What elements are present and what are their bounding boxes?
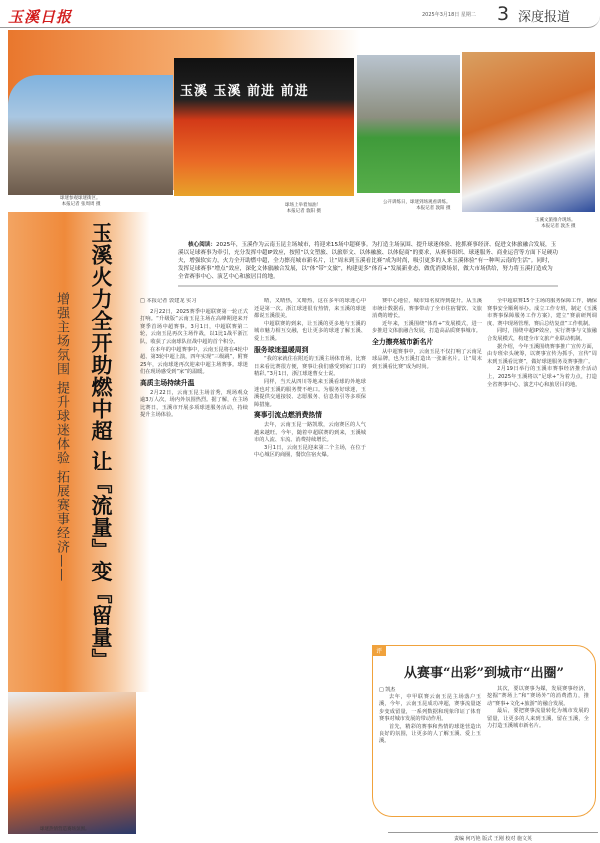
photo-fan-street (8, 75, 173, 195)
commentary-author: □ 凯杰 (379, 687, 396, 693)
article-column-3: 赛中心地位，城市知名度得到提升。从玉溪市统计数据看，赛事带动了全市住宿餐饮、文旅消费的增长。 近年来，玉溪围绕“体育+”发展模式，进一步推进文体旅融合发展，打造高品质赛事城市。 全力擦亮城市新名片 从中超赛事中，云南玉昆不仅打响了云南足球品牌，也为玉溪打造出一张新名片。让“周末到玉溪看比赛”成为时尚。 (372, 298, 482, 370)
photo-caption: 球迷参观球迷街区。 本报记者 张周周 摄 (60, 196, 101, 207)
core-reading: 核心阅读：2025年，玉溪作为云南玉昆主场城市，将迎来15场中超赛事。为打造主场氛围、提升球迷体验、抢抓赛事经济、促进文体旅融合发展，玉溪以足球赛事为牵引，充分发挥中超IP效应，按照“以文塑旅、以旅彰文、以体融旅、以体促商”的要求，从赛事组织、球迷服务、商业运营等方面下足硬功夫，增强软实力，火力全开助燃中超，全力擦亮城市新名片，让“周末到玉溪看比赛”成为时尚，吸引更多的人来玉溪体验“有一种叫云南的生活”。同时，发挥足球赛事“增点”效应，深化文体旅融合发展，以“体”带“文旅”，构建更多“体育+”发展新业态，做优消费场景，做大市场供给，努力将玉溪打造成为全省赛事中心、演艺中心和旅居目的地。 (178, 241, 558, 287)
photo-fans-mascot (8, 692, 136, 834)
stadium-sign: 玉溪 玉溪 前进 前进 (180, 84, 309, 99)
photo-tourism-booth (462, 52, 595, 212)
article-column-2: 晴，又晴热，又晴热，这在多年的球迷心中还是第一次。浙江球迷很有热情，来玉溪的球迷都说玉溪很美。 中超联赛的到来，让玉溪的更多地与玉溪的城市魅力相互交融，也让更多的球迷了解玉溪、爱上玉溪。 服务球迷温暖周到 “我的家就住在附近的玉溪主场体育场，比赛日来看比赛很方便，赛事让我们感受到家门口的精彩。”3月1日，浙江球迷曹女士说。 同样，当天从四川等地来玉溪看球的外地球迷也对玉溪的服务赞不绝口。为服务好球迷，玉溪提供交通接驳、志愿服务、信息指引等多项保障措施。 赛事引流点燃消费热情 去年，云南玉昆一路凯歌，云南赛区的人气越来越旺。今年，随着中超联赛的到来，玉溪城市的人流、车流、消费持续增长。 3月1日，云南玉昆迎来第二个主场，在位于中心城区的商圈，餐饮住宿火爆。 (254, 298, 366, 459)
commentary-tag: 评 (372, 645, 386, 656)
newspaper-logo: 玉溪日报 (8, 8, 73, 26)
sub-headline: 增强主场氛围 提升球迷体验 拓展赛事经济—— (54, 292, 69, 583)
photo-caption: 公开训练日，球迷到场观看训练。 本报记者 敦阳 摄 (383, 200, 451, 211)
photo-caption: 球场上举着加油！ 本报记者 敦阳 摄 (285, 203, 321, 214)
page-number: 3 (497, 3, 510, 25)
article-column-4: 全中超联赛15个主场的服务保障工作，确保赛事安全顺利举办。成立工作专班，制定《玉溪市赛事保障服务工作方案》，建立“赛前研判调度、赛中现场管理、赛后总结复盘”工作机制。 同时，围绕中超IP效应，实行赛事与文旅融合发展模式，构建全市文旅产业联动机制。 据介绍，今年玉溪围绕赛事推广宣传方面，由专班牵头统筹，以赛事宣传为抓手，宣传“周末到玉溪看比赛”，做好球迷服务及赛事推广。 2月19日举行的玉溪市赛事经济推介活动上，2025年玉溪将以“足球+”为着力点，打造全省赛事中心、演艺中心和旅居目的地。 (487, 298, 597, 388)
photo-training (357, 55, 460, 193)
issue-date: 2025年3月18日 星期二 (422, 12, 476, 18)
commentary-column-left: 去年，中甲联赛云南玉昆主场落户玉溪，今年，云南玉昆成功冲超，赛事流量逐步变成留量，一系列数据和现象印证了体育赛事对城市发展的带动作用。 首先，精彩的赛事和热情的球迷营造出良好的氛围，让更多的人了解玉溪、爱上玉溪。 (379, 694, 481, 745)
main-headline: 玉溪火力全开助燃中超 让『流量』变『留量』 (89, 222, 113, 671)
editor-credits: 责编 何巧艳 版式 王刚 校对 施文英 (388, 832, 598, 842)
photo-caption: 玉溪文旅推介现场。 本报记者 敦杰 摄 (535, 218, 576, 229)
article-column-1: □ 本报记者 敦建龙 实习 2月22日，2025赛季中超联赛第一轮正式打响。“升级版”云南玉昆主场在高峰期迎来开赛季首场中超赛事。3月1日，中超联赛第二轮，云南玉昆再次主场作战，以1比1战平浙江队，收获了云南球队征战中超的首个积分。 在本年的中超赛事中，云南玉昆将在4轮中超、第3轮中超上演，四年实现“三级跳”，附赛25年，云南球迷再次迎来中超主场赛事。球迷们在现场感受到“家”的温暖。 高质主场持续升温 2月22日，云南玉昆主场首秀，现场观众逾3万人次，场内外氛围热烈。据了解，在主场比赛日，玉溪市开展多项球迷服务活动，持续提升主场体验。 (140, 298, 248, 419)
commentary-box (372, 645, 596, 817)
commentary-column-right: 其次，要以赛事为媒，发展赛事经济，挖掘“赛场上”和“赛场外”的消费潜力，推动“赛事+文化+旅游”的融合发展。 最后，要把赛事流量转化为城市发展的留量，让更多的人来到玉溪、留在玉溪，全力打造玉溪城市新名片。 (487, 686, 589, 730)
photo-stadium-crowd (174, 58, 354, 196)
masthead (0, 0, 600, 28)
commentary-title: 从赛事“出彩”到城市“出圈” (404, 666, 564, 681)
section-title: 深度报道 (518, 10, 571, 25)
photo-caption: 球迷热情营造赛场氛围。 (40, 827, 90, 832)
headline-strip (8, 212, 150, 692)
